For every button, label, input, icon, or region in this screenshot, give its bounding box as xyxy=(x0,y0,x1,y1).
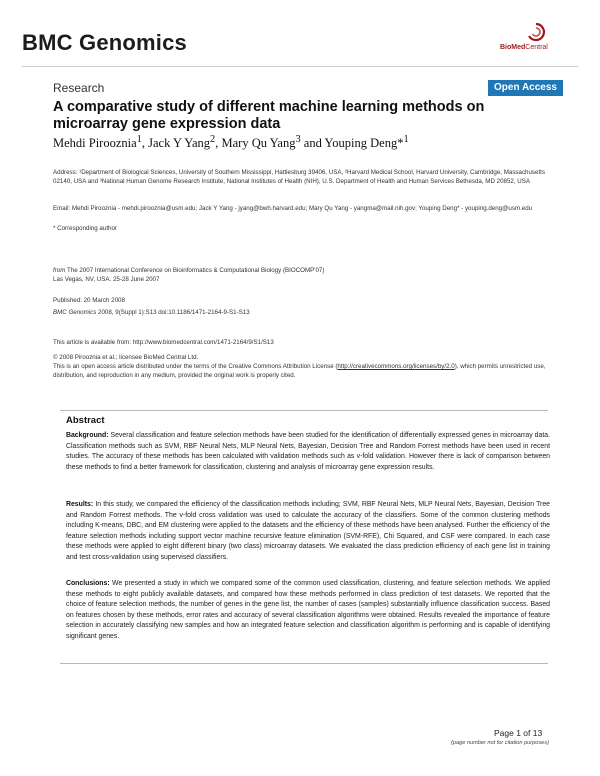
section-label: Research xyxy=(53,81,105,95)
article-url[interactable]: This article is available from: http://www.biomedcentral.com/1471-2164/9/S1/S13 xyxy=(53,339,274,346)
copyright-notice: © 2008 Pirooznia et al.; licensee BioMed Central Ltd. xyxy=(53,354,199,361)
conference-place: Las Vegas, NV, USA. 25-28 June 2007 xyxy=(53,275,160,283)
corresponding-author-note: * Corresponding author xyxy=(53,225,117,232)
license-pre: This is an open access article distributed under the terms of the Creative Commons Attribution License ( xyxy=(53,363,338,370)
author-separator: and xyxy=(300,136,325,151)
article-title: A comparative study of different machine learning methods on microarray gene expression data xyxy=(53,99,485,132)
citation xyxy=(53,309,553,318)
page-number: Page 1 of 13 xyxy=(494,728,543,738)
author-name: Mary Qu Yang xyxy=(221,136,296,151)
open-access-badge: Open Access xyxy=(488,80,563,96)
logo-text-biomed: BioMed xyxy=(500,44,526,51)
results-label: Results: xyxy=(66,501,94,508)
journal-title: BMC Genomics xyxy=(22,30,187,55)
author-name: Youping Deng* xyxy=(324,136,404,151)
background-text: Several classification and feature selection methods have been studied for the identification of differentially expressed genes in microarray data. Classification methods such as SVM, RBF Neural Nets, MLP Neural Nets, Bayesian, Decision Tree and Random Forrest methods have been used in recent studies. The accuracy of these methods has been calculated with validation methods such as v-fold validation. However there is lack of comparison between these methods to find a better framework for classification, clustering and analysis of microarray gene expression results. xyxy=(66,432,550,471)
page-number-note: (page number not for citation purposes) xyxy=(451,740,549,746)
abstract-conclusions xyxy=(66,579,550,642)
logo-text xyxy=(500,44,548,51)
results-text: In this study, we compared the efficiency of the classification methods including; SVM, RBF Neural Nets, MLP Neural Nets, Bayesian, Decision Tree and Random Forrest methods. The v-fold cross validation was used to calculate the accuracy of the classifiers. Some of the common clustering methods including K-means, DBC, and EM clustering were applied to the datasets and the efficiency of these methods have been analysed. Further the efficiency of the feature selection methods including support vector machine recursive feature elimination (SVM-RFE), Chi Squared, and CSF were compared. In each case these methods were applied to eight different binary (two class) microarray datasets. We evaluated the class prediction efficiency of each gene list in training and test cross-validation using supervised classifiers. xyxy=(66,501,550,561)
author-emails: Email: Mehdi Pirooznia - mehdi.pirooznia@usm.edu; Jack Y Yang - jyang@bwh.harvard.edu; Mary Qu Yang - yangma@mail.nih.gov; Youping Deng* - youping.deng@usm.edu xyxy=(53,205,533,212)
abstract-results xyxy=(66,500,550,563)
conference-name: The 2007 International Conference on Bioinformatics & Computational Biology (BIOCOMP'07) xyxy=(66,267,325,274)
license-link[interactable]: http://creativecommons.org/licenses/by/2.0 xyxy=(337,363,455,370)
conclusions-text: We presented a study in which we compared some of the common used classification, clustering, and feature selection methods. We applied these methods to eight publicly available datasets, and compared how these methods performed in class prediction of test datasets. We reported that the choice of feature selection methods, the number of genes in the gene list, the number of cases (samples) substantially influence classification success. Based on features chosen by these methods, error rates and accuracy of several classification algorithms were obtained. Results revealed the importance of feature selection in accurately classifying new samples and how an integrated feature selection and classification algorithm is performing and is capable of identifying significant genes. xyxy=(66,580,550,640)
abstract-background xyxy=(66,431,550,473)
author-affiliation: 1 xyxy=(403,134,409,145)
author-separator: , xyxy=(141,136,149,151)
from-label: from xyxy=(53,267,66,274)
biomed-central-logo xyxy=(500,22,570,56)
published-date: Published: 20 March 2008 xyxy=(53,297,125,304)
author-affiliation: 2 xyxy=(210,134,216,145)
citation-details: 2008, 9(Suppl 1):S13 doi:10.1186/1471-2164-9-S1-S13 xyxy=(96,309,250,316)
author-list xyxy=(53,134,573,151)
logo-mark-icon xyxy=(526,22,546,42)
author-name: Jack Y Yang xyxy=(148,136,211,151)
author-affiliation: 3 xyxy=(295,134,301,145)
abstract-heading: Abstract xyxy=(66,415,105,426)
conclusions-label: Conclusions: xyxy=(66,580,110,587)
affiliation-address: Address: ¹Department of Biological Sciences, University of Southern Mississippi, Hattiesburg 39406, USA, ²Harvard Medical School, Harvard University, Cambridge, Massachusetts 02140, USA and ³National Human Genome Research Institute, National Institutes of Health (NIH), U.S. Department of Health and Human Services Bethesda, MD 20852, USA xyxy=(53,169,545,185)
author-separator: , xyxy=(215,136,222,151)
citation-journal: BMC Genomics xyxy=(53,309,97,316)
conference-source xyxy=(53,267,553,284)
logo-text-central: Central xyxy=(525,44,548,51)
license-post: ), which permits unrestricted use, distribution, and reproduction in any medium, provided the original work is properly cited. xyxy=(53,363,546,379)
header-divider xyxy=(22,66,578,67)
author-name: Mehdi Pirooznia xyxy=(53,136,137,151)
author-affiliation: 1 xyxy=(136,134,142,145)
license-text xyxy=(53,363,553,380)
background-label: Background: xyxy=(66,432,109,439)
